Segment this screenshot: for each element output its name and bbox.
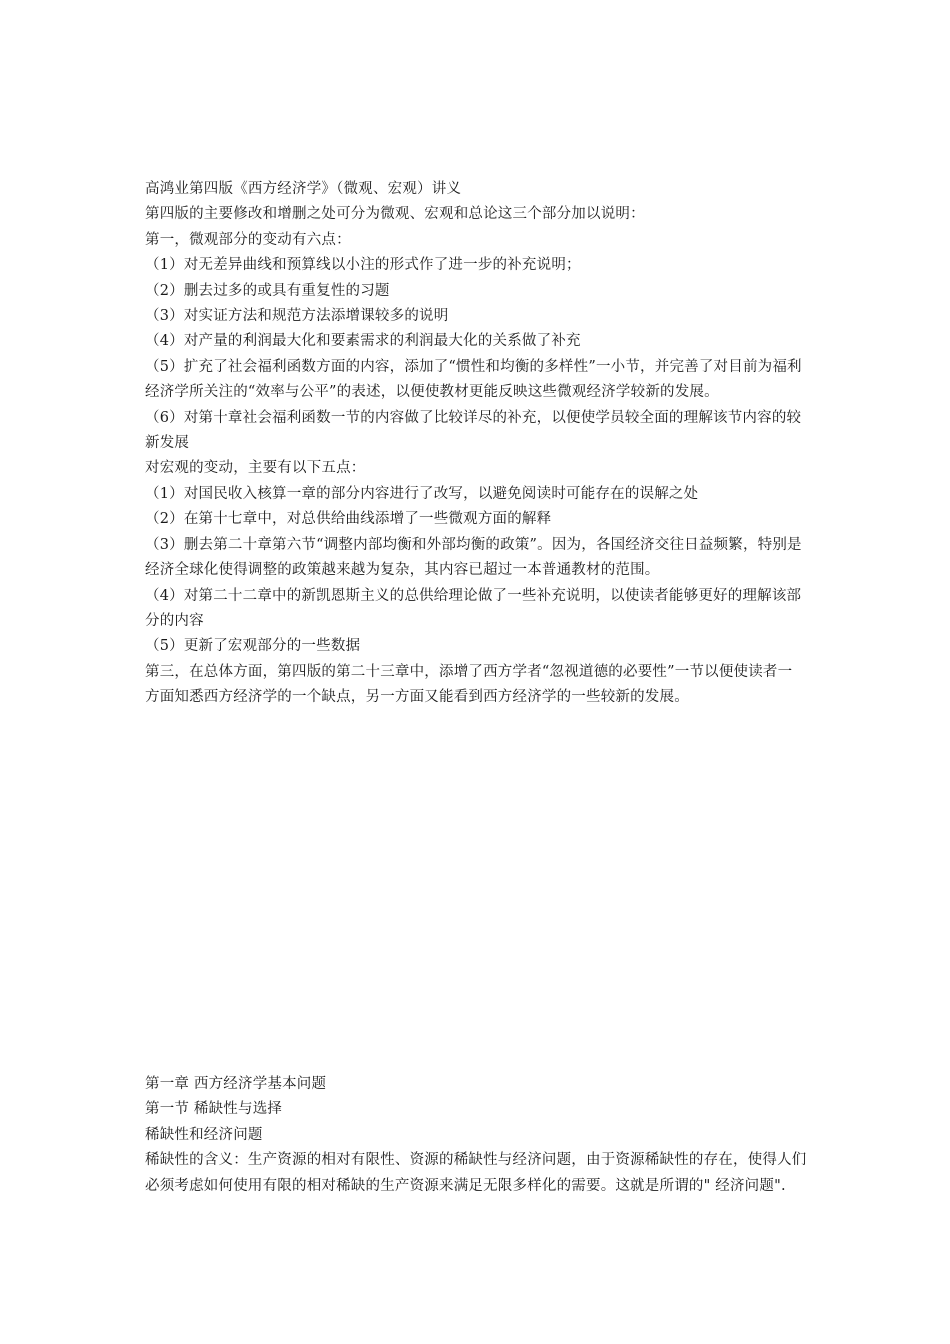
micro-item-5: （5）扩充了社会福利函数方面的内容，添加了“惯性和均衡的多样性”一小节，并完善了对目前为福利经济学所关注的“效率与公平”的表述，以便使教材更能反映这些微观经济学较新的发展。	[145, 358, 802, 401]
overall-changes: 第三，在总体方面，第四版的第二十三章中，添增了西方学者“忽视道德的必要性”一节以便使读者一方面知悉西方经济学的一个缺点，另一方面又能看到西方经济学的一些较新的发展。	[145, 663, 793, 706]
macro-item-1: （1）对国民收入核算一章的部分内容进行了改写，以避免阅读时可能存在的误解之处	[145, 485, 699, 502]
revision-summary: 第四版的主要修改和增删之处可分为微观、宏观和总论这三个部分加以说明：	[145, 206, 645, 223]
macro-item-2: （2）在第十七章中，对总供给曲线添增了一些微观方面的解释	[145, 511, 552, 528]
micro-item-4: （4）对产量的利润最大化和要素需求的利润最大化的关系做了补充	[145, 333, 581, 350]
micro-item-2: （2）删去过多的或具有重复性的习题	[145, 282, 390, 299]
document-title: 高鸿业第四版《西方经济学》（微观、宏观）讲义	[145, 181, 462, 197]
section-title: 第一节 稀缺性与选择	[145, 1101, 283, 1118]
micro-heading: 第一，微观部分的变动有六点：	[145, 231, 351, 248]
chapter-one-section	[145, 1072, 807, 1199]
scarcity-paragraph: 稀缺性的含义：生产资源的相对有限性、资源的稀缺性与经济问题，由于资源稀缺性的存在，使得人们必须考虑如何使用有限的相对稀缺的生产资源来满足无限多样化的需要。这就是所谓的" 经济问题".	[145, 1152, 807, 1194]
micro-item-6: （6）对第十章社会福利函数一节的内容做了比较详尽的补充，以便使学员较全面的理解该节内容的较新发展	[145, 409, 802, 452]
macro-item-4: （4）对第二十二章中的新凯恩斯主义的总供给理论做了一些补充说明，以使读者能够更好的理解该部分的内容	[145, 587, 802, 629]
macro-item-3: （3）删去第二十章第六节“调整内部均衡和外部均衡的政策”。因为，各国经济交往日益频繁，特别是经济全球化使得调整的政策越来越为复杂，其内容已超过一本普通教材的范围。	[145, 536, 802, 579]
macro-heading: 对宏观的变动，主要有以下五点：	[145, 460, 366, 477]
macro-item-5: （5）更新了宏观部分的一些数据	[145, 638, 361, 655]
chapter-title: 第一章 西方经济学基本问题	[145, 1076, 327, 1092]
micro-item-3: （3）对实证方法和规范方法添增课较多的说明	[145, 308, 449, 325]
preface-section	[145, 177, 807, 711]
micro-item-1: （1）对无差异曲线和预算线以小注的形式作了进一步的补充说明；	[145, 257, 581, 274]
subsection-title: 稀缺性和经济问题	[145, 1126, 263, 1143]
